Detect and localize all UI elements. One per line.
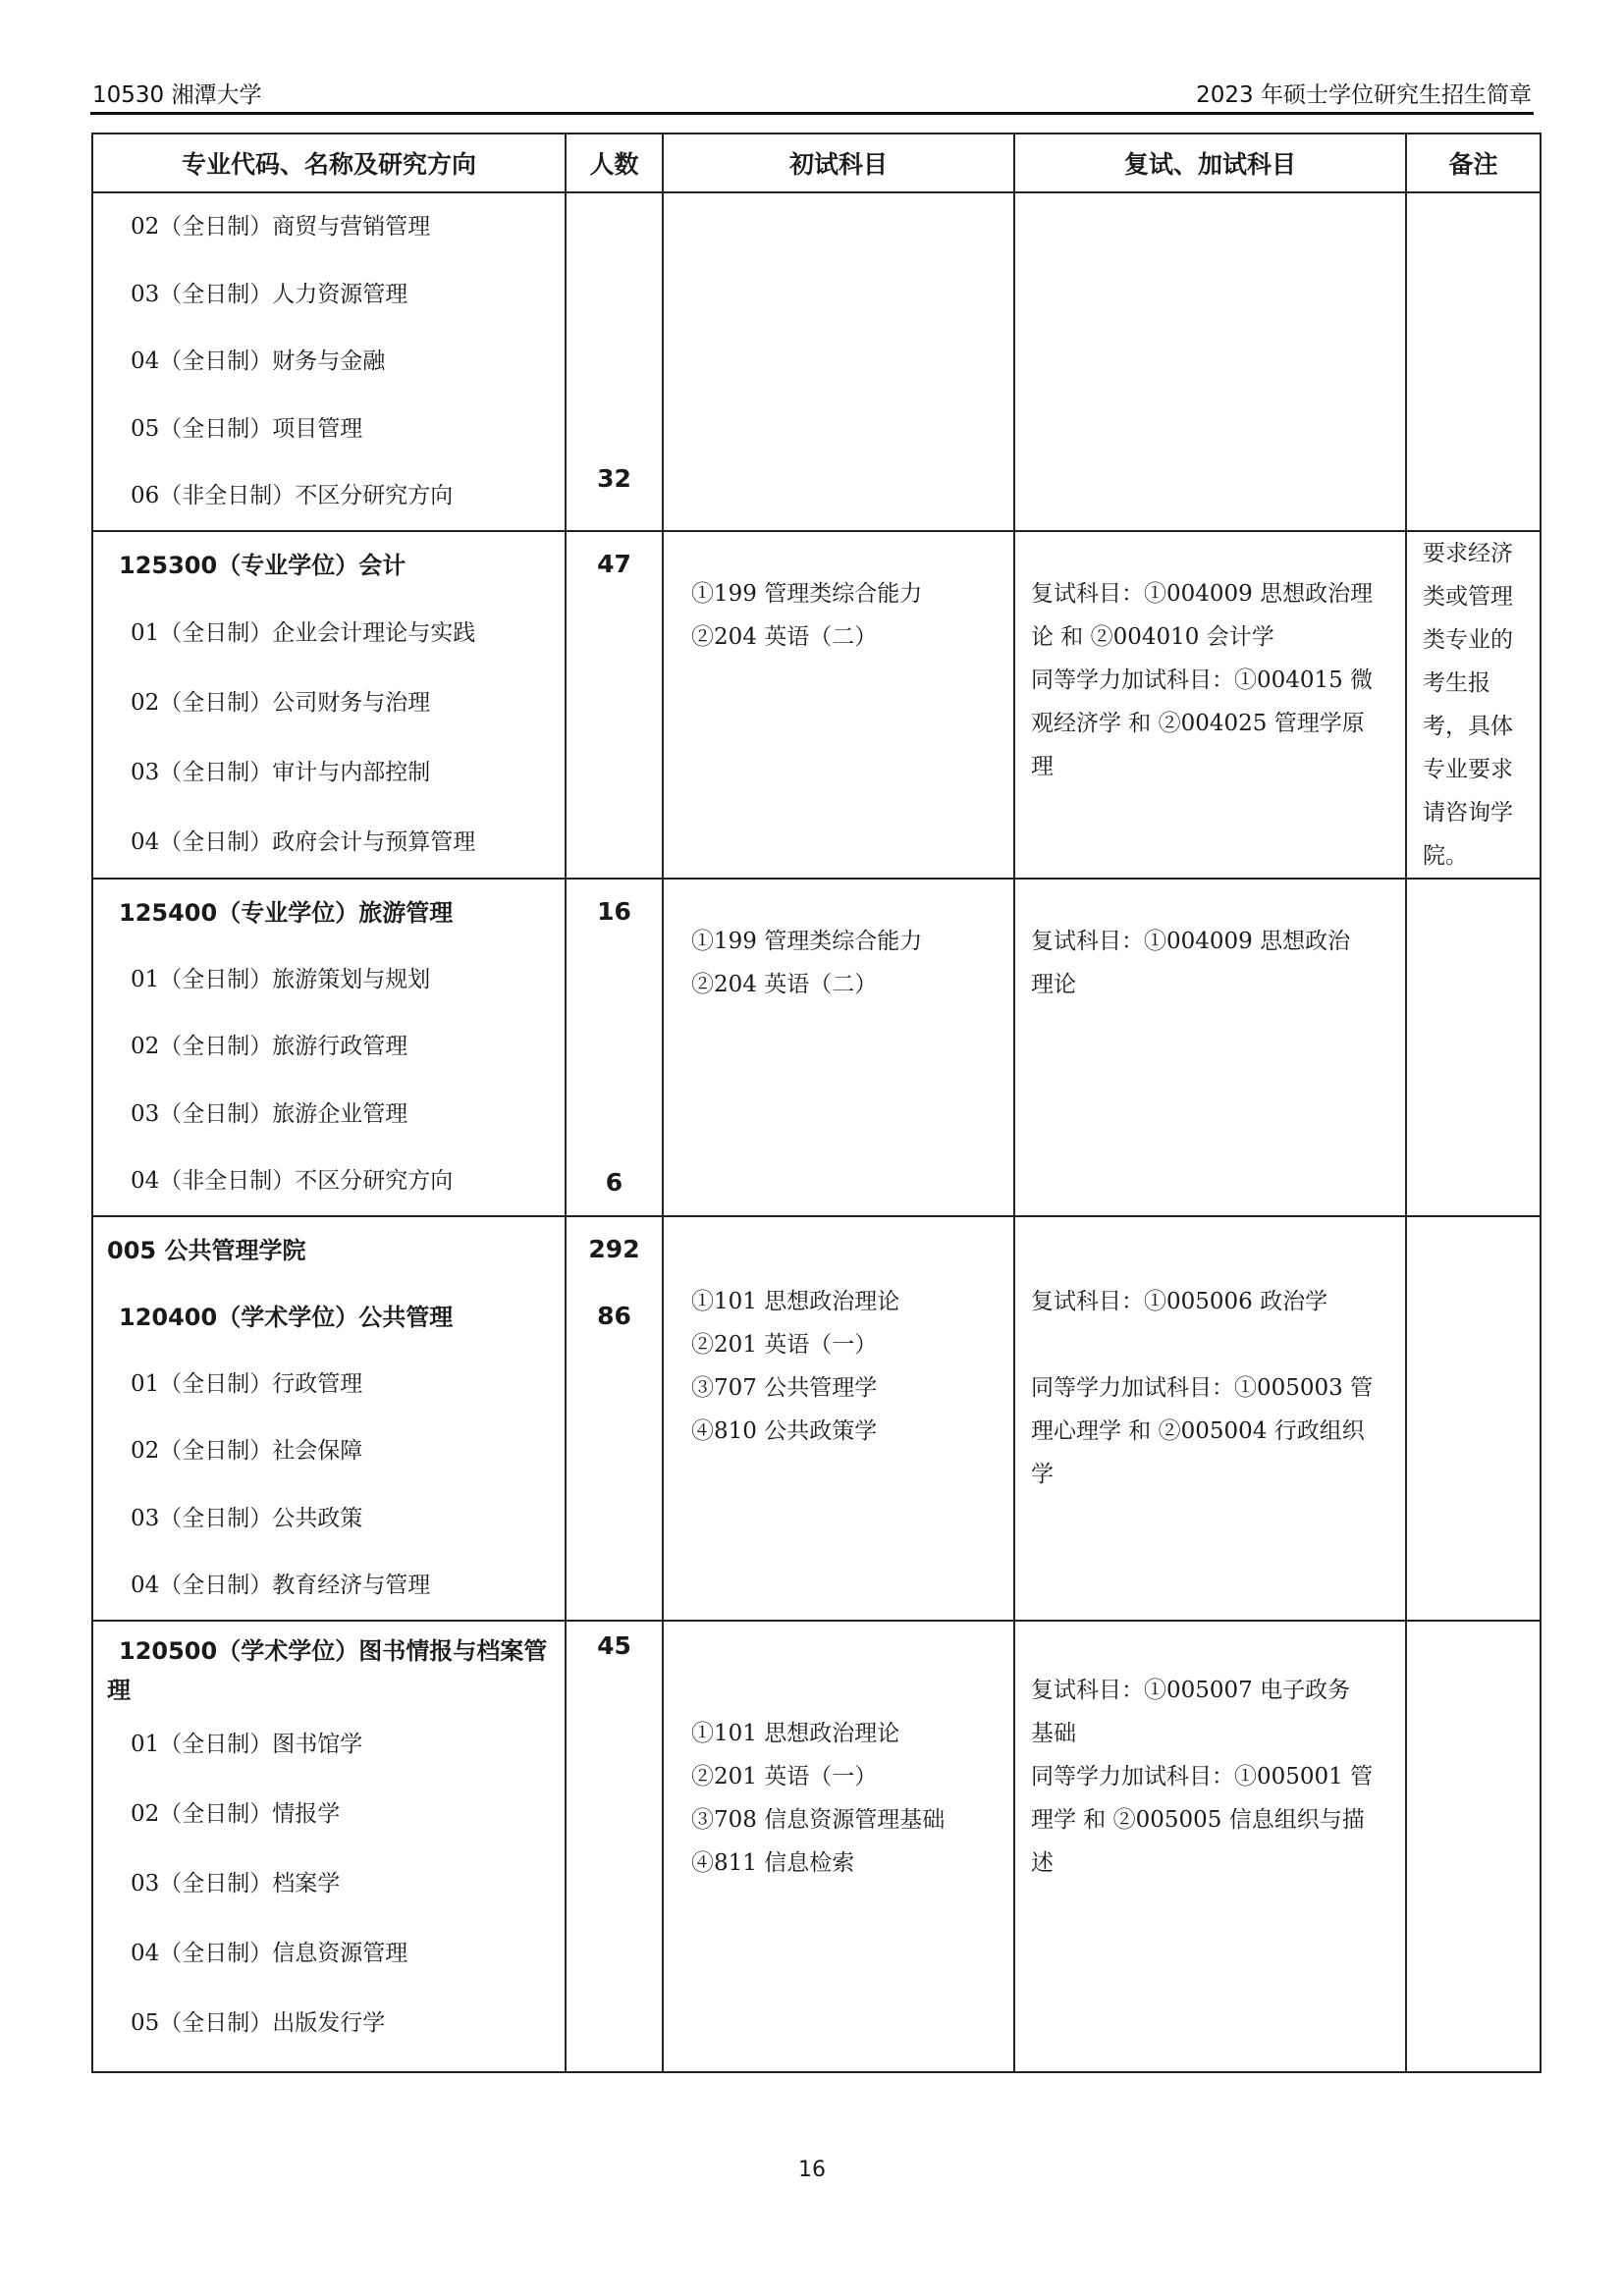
header-right: 2023 年硕士学位研究生招生简章	[1196, 82, 1532, 108]
admissions-table	[91, 133, 1542, 2073]
retest-line: 基础	[1031, 1720, 1076, 1746]
retest-cell	[1014, 1216, 1406, 1621]
direction-item: 02（全日制）社会保障	[131, 1438, 363, 1464]
exam-item: ③707 公共管理学	[691, 1374, 878, 1401]
note-line: 考生报	[1423, 669, 1490, 696]
count-value: 45	[597, 1630, 631, 1660]
note-line: 考，具体	[1423, 713, 1513, 739]
exam-item: ②201 英语（一）	[691, 1331, 878, 1358]
major-cell	[92, 1216, 566, 1621]
count-cell	[566, 879, 663, 1216]
note-line: 类专业的	[1423, 626, 1513, 653]
direction-item: 01（全日制）旅游策划与规划	[131, 966, 431, 992]
retest-line: 复试科目：①004009 思想政治理	[1031, 580, 1374, 607]
note-cell	[1406, 192, 1541, 531]
college-title: 005 公共管理学院	[107, 1236, 306, 1264]
major-title: 125400（专业学位）旅游管理	[119, 898, 454, 927]
count-value: 16	[597, 896, 631, 926]
direction-item: 03（全日制）人力资源管理	[131, 281, 408, 307]
exam-cell	[663, 192, 1014, 531]
exam-cell	[663, 879, 1014, 1216]
major-title: 120500（学术学位）图书情报与档案管理	[107, 1636, 548, 1704]
exam-item: ②201 英语（一）	[691, 1763, 878, 1789]
note-line: 请咨询学	[1423, 799, 1513, 826]
direction-item: 03（全日制）公共政策	[131, 1505, 363, 1531]
note-line: 专业要求	[1423, 756, 1513, 782]
count-cell	[566, 1621, 663, 2072]
note-cell	[1406, 1216, 1541, 1621]
major-cell	[92, 879, 566, 1216]
direction-item: 02（全日制）公司财务与治理	[131, 689, 431, 716]
table-row	[92, 192, 1541, 531]
note-line: 院。	[1423, 842, 1468, 869]
exam-item: ④811 信息检索	[691, 1849, 855, 1876]
table-row	[92, 879, 1541, 1216]
direction-item: 03（全日制）审计与内部控制	[131, 759, 431, 785]
major-cell	[92, 192, 566, 531]
direction-item: 04（全日制）政府会计与预算管理	[131, 828, 476, 855]
direction-item: 01（全日制）图书馆学	[131, 1731, 363, 1757]
major-title: 125300（专业学位）会计	[119, 551, 406, 579]
count-value: 32	[597, 464, 631, 493]
direction-item: 05（全日制）项目管理	[131, 415, 363, 442]
retest-cell	[1014, 879, 1406, 1216]
direction-item: 03（全日制）档案学	[131, 1870, 341, 1896]
direction-item: 04（全日制）信息资源管理	[131, 1940, 408, 1966]
direction-item: 06（非全日制）不区分研究方向	[131, 483, 454, 508]
exam-item: ②204 英语（二）	[691, 623, 878, 650]
count-cell	[566, 192, 663, 531]
direction-item: 01（全日制）行政管理	[131, 1370, 363, 1397]
retest-line: 复试科目：①005007 电子政务	[1031, 1677, 1351, 1703]
retest-line: 观经济学 和 ②004025 管理学原	[1031, 710, 1365, 736]
direction-item: 04（全日制）教育经济与管理	[131, 1573, 431, 1598]
header-left: 10530 湘潭大学	[92, 82, 262, 108]
exam-item: ③708 信息资源管理基础	[691, 1806, 946, 1833]
retest-line: 同等学力加试科目：①005001 管	[1031, 1763, 1374, 1789]
col-header-retest: 复试、加试科目	[1014, 133, 1406, 192]
note-cell	[1406, 879, 1541, 1216]
col-header-major: 专业代码、名称及研究方向	[92, 133, 566, 192]
spacer	[1031, 1323, 1387, 1366]
table-row	[92, 1621, 1541, 2072]
count-value: 86	[597, 1301, 631, 1330]
note-cell	[1406, 1621, 1541, 2072]
exam-cell	[663, 531, 1014, 879]
count-value: 47	[597, 549, 631, 578]
retest-line: 复试科目：①004009 思想政治	[1031, 928, 1351, 954]
exam-item: ④810 公共政策学	[691, 1417, 878, 1444]
direction-item: 01（全日制）企业会计理论与实践	[131, 619, 476, 646]
direction-item: 04（非全日制）不区分研究方向	[131, 1168, 454, 1194]
retest-line: 同等学力加试科目：①005003 管	[1031, 1374, 1374, 1401]
direction-item: 02（全日制）旅游行政管理	[131, 1034, 408, 1059]
direction-item: 05（全日制）出版发行学	[131, 2009, 386, 2036]
direction-item: 03（全日制）旅游企业管理	[131, 1100, 408, 1127]
page-number: 16	[798, 2158, 826, 2182]
retest-line: 理论	[1031, 971, 1076, 997]
note-line: 要求经济	[1423, 540, 1513, 566]
note-line: 类或管理	[1423, 583, 1513, 610]
retest-line: 同等学力加试科目：①004015 微	[1031, 667, 1374, 693]
col-header-exam: 初试科目	[663, 133, 1014, 192]
exam-item: ①101 思想政治理论	[691, 1288, 900, 1314]
direction-item: 04（全日制）财务与金融	[131, 348, 386, 374]
exam-item: ①101 思想政治理论	[691, 1720, 900, 1746]
exam-item: ①199 管理类综合能力	[691, 580, 923, 607]
retest-line: 理学 和 ②005005 信息组织与描	[1031, 1806, 1365, 1833]
count-value: 6	[605, 1167, 623, 1197]
retest-line: 论 和 ②004010 会计学	[1031, 623, 1274, 650]
retest-cell	[1014, 531, 1406, 879]
retest-line: 学	[1031, 1461, 1054, 1487]
header-rule	[90, 112, 1534, 115]
table-row	[92, 1216, 1541, 1621]
count-cell	[566, 1216, 663, 1621]
exam-item: ①199 管理类综合能力	[691, 928, 923, 954]
direction-item: 02（全日制）情报学	[131, 1800, 341, 1827]
direction-item: 02（全日制）商贸与营销管理	[131, 214, 431, 240]
retest-line: 理	[1031, 753, 1054, 779]
major-title: 120400（学术学位）公共管理	[119, 1303, 454, 1331]
college-count: 292	[588, 1234, 640, 1263]
retest-cell	[1014, 1621, 1406, 2072]
col-header-count: 人数	[566, 133, 663, 192]
major-cell	[92, 1621, 566, 2072]
retest-cell	[1014, 192, 1406, 531]
count-cell	[566, 531, 663, 879]
exam-cell	[663, 1621, 1014, 2072]
retest-line: 复试科目：①005006 政治学	[1031, 1288, 1328, 1314]
retest-line: 理心理学 和 ②005004 行政组织	[1031, 1417, 1365, 1444]
col-header-note: 备注	[1406, 133, 1541, 192]
exam-item: ②204 英语（二）	[691, 971, 878, 997]
major-cell	[92, 531, 566, 879]
retest-line: 述	[1031, 1849, 1054, 1876]
table-header-row	[92, 133, 1541, 192]
note-cell	[1406, 531, 1541, 879]
table-row	[92, 531, 1541, 879]
exam-cell	[663, 1216, 1014, 1621]
